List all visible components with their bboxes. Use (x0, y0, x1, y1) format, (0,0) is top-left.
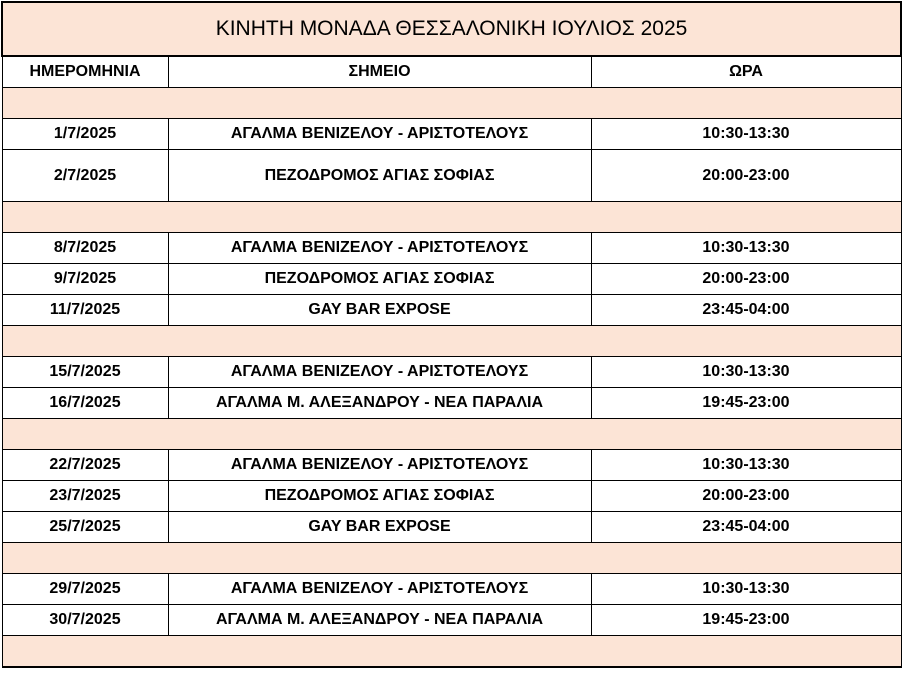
time-cell: 20:00-23:00 (591, 150, 901, 202)
time-cell: 20:00-23:00 (591, 481, 901, 512)
table-row (2, 150, 901, 202)
page-title: ΚΙΝΗΤΗ ΜΟΝΑΔΑ ΘΕΣΣΑΛΟΝΙΚΗ ΙΟΥΛΙΟΣ 2025 (2, 2, 901, 56)
week-separator-cell (2, 202, 901, 233)
table-row (2, 512, 901, 543)
date-cell: 23/7/2025 (2, 481, 168, 512)
date-cell: 16/7/2025 (2, 388, 168, 419)
header-location: ΣΗΜΕΙΟ (168, 56, 591, 88)
header-date: ΗΜΕΡΟΜΗΝΙΑ (2, 56, 168, 88)
time-cell: 19:45-23:00 (591, 605, 901, 636)
week-separator-cell (2, 636, 901, 668)
week-separator (2, 636, 901, 668)
time-cell: 10:30-13:30 (591, 119, 901, 150)
date-cell: 25/7/2025 (2, 512, 168, 543)
week-separator (2, 88, 901, 119)
location-cell: ΠΕΖΟΔΡΟΜΟΣ ΑΓΙΑΣ ΣΟΦΙΑΣ (168, 264, 591, 295)
table-row (2, 574, 901, 605)
week-separator-cell (2, 326, 901, 357)
table-row (2, 119, 901, 150)
table-row (2, 605, 901, 636)
week-separator (2, 326, 901, 357)
table-row (2, 357, 901, 388)
date-cell: 8/7/2025 (2, 233, 168, 264)
location-cell: ΑΓΑΛΜΑ ΒΕΝΙΖΕΛΟΥ - ΑΡΙΣΤΟΤΕΛΟΥΣ (168, 574, 591, 605)
time-cell: 10:30-13:30 (591, 450, 901, 481)
time-cell: 23:45-04:00 (591, 512, 901, 543)
location-cell: ΑΓΑΛΜΑ ΒΕΝΙΖΕΛΟΥ - ΑΡΙΣΤΟΤΕΛΟΥΣ (168, 450, 591, 481)
location-cell: ΑΓΑΛΜΑ Μ. ΑΛΕΞΑΝΔΡΟΥ - ΝΕΑ ΠΑΡΑΛΙΑ (168, 388, 591, 419)
table-row (2, 388, 901, 419)
time-cell: 23:45-04:00 (591, 295, 901, 326)
title-row (2, 2, 901, 56)
location-cell: ΑΓΑΛΜΑ ΒΕΝΙΖΕΛΟΥ - ΑΡΙΣΤΟΤΕΛΟΥΣ (168, 357, 591, 388)
time-cell: 19:45-23:00 (591, 388, 901, 419)
week-separator (2, 543, 901, 574)
header-row (2, 56, 901, 88)
schedule-table (1, 1, 902, 668)
table-row (2, 233, 901, 264)
date-cell: 15/7/2025 (2, 357, 168, 388)
location-cell: GAY BAR EXPOSE (168, 295, 591, 326)
location-cell: ΑΓΑΛΜΑ ΒΕΝΙΖΕΛΟΥ - ΑΡΙΣΤΟΤΕΛΟΥΣ (168, 119, 591, 150)
date-cell: 22/7/2025 (2, 450, 168, 481)
time-cell: 20:00-23:00 (591, 264, 901, 295)
time-cell: 10:30-13:30 (591, 233, 901, 264)
table-row (2, 481, 901, 512)
date-cell: 29/7/2025 (2, 574, 168, 605)
time-cell: 10:30-13:30 (591, 574, 901, 605)
week-separator (2, 419, 901, 450)
table-row (2, 450, 901, 481)
week-separator (2, 202, 901, 233)
week-separator-cell (2, 419, 901, 450)
date-cell: 11/7/2025 (2, 295, 168, 326)
location-cell: GAY BAR EXPOSE (168, 512, 591, 543)
week-separator-cell (2, 543, 901, 574)
date-cell: 9/7/2025 (2, 264, 168, 295)
date-cell: 2/7/2025 (2, 150, 168, 202)
time-cell: 10:30-13:30 (591, 357, 901, 388)
location-cell: ΠΕΖΟΔΡΟΜΟΣ ΑΓΙΑΣ ΣΟΦΙΑΣ (168, 481, 591, 512)
header-time: ΩΡΑ (591, 56, 901, 88)
date-cell: 30/7/2025 (2, 605, 168, 636)
date-cell: 1/7/2025 (2, 119, 168, 150)
table-row (2, 264, 901, 295)
location-cell: ΠΕΖΟΔΡΟΜΟΣ ΑΓΙΑΣ ΣΟΦΙΑΣ (168, 150, 591, 202)
location-cell: ΑΓΑΛΜΑ Μ. ΑΛΕΞΑΝΔΡΟΥ - ΝΕΑ ΠΑΡΑΛΙΑ (168, 605, 591, 636)
week-separator-cell (2, 88, 901, 119)
location-cell: ΑΓΑΛΜΑ ΒΕΝΙΖΕΛΟΥ - ΑΡΙΣΤΟΤΕΛΟΥΣ (168, 233, 591, 264)
table-row (2, 295, 901, 326)
